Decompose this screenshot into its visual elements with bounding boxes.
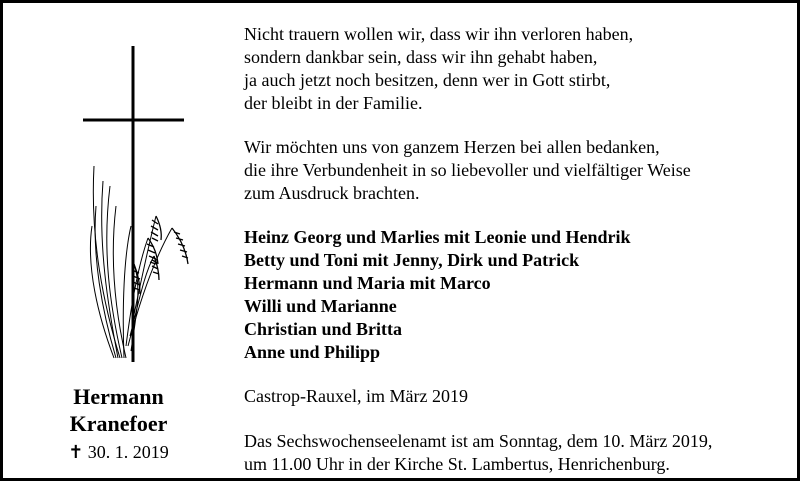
family-member: Betty und Toni mit Jenny, Dirk und Patrick [244, 250, 580, 270]
death-date: ✝ 30. 1. 2019 [68, 442, 169, 462]
service-line: Das Sechswochenseelenamt ist am Sonntag, dem 10. März 2019, [244, 431, 713, 451]
family-member: Willi und Marianne [244, 296, 397, 316]
text-column [244, 23, 789, 476]
poem-line: Nicht trauern wollen wir, dass wir ihn verloren haben, [244, 24, 634, 44]
place-date-line: Castrop-Rauxel, im März 2019 [244, 386, 468, 406]
place-date [244, 385, 789, 408]
service-line: um 11.00 Uhr in der Kirche St. Lambertus, Henrichenburg. [244, 454, 670, 474]
family-member: Anne und Philipp [244, 342, 381, 362]
poem-line: sondern dankbar sein, dass wir ihn gehabt haben, [244, 47, 598, 67]
thanks-line: zum Ausdruck brachten. [244, 183, 420, 203]
poem-line: ja auch jetzt noch besitzen, denn wer in Gott stirbt, [244, 70, 611, 90]
family-member: Christian und Britta [244, 319, 403, 339]
family-member: Heinz Georg und Marlies mit Leonie und Hendrik [244, 227, 631, 247]
cross-with-wheat-icon [6, 6, 231, 378]
deceased-first-name: Hermann [73, 384, 164, 409]
service-notice [244, 430, 789, 476]
deceased-last-name: Kranefoer [69, 411, 168, 436]
family-list [244, 226, 789, 364]
family-member: Hermann und Maria mit Marco [244, 273, 491, 293]
poem [244, 23, 789, 115]
left-column [6, 6, 231, 478]
poem-line: der bleibt in der Familie. [244, 93, 423, 113]
thanks-line: Wir möchten uns von ganzem Herzen bei allen bedanken, [244, 137, 660, 157]
thanks-line: die ihre Verbundenheit in so liebevoller und vielfältiger Weise [244, 160, 691, 180]
thanks-paragraph [244, 136, 789, 205]
